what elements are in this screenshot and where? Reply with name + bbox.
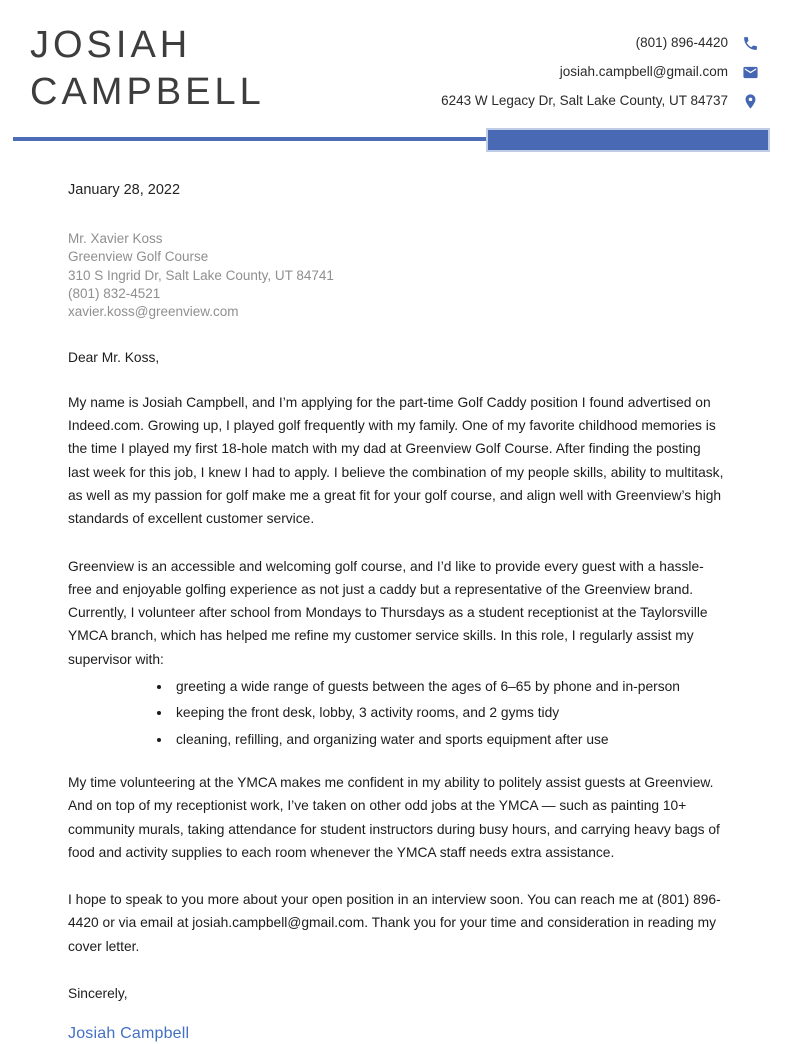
contact-email-row [560,63,759,81]
header-accent-bar [486,128,770,152]
recipient-name: Mr. Xavier Koss [68,231,163,246]
list-item: • greeting a wide range of guests between the ages of 6–65 by phone and in-person [172,675,724,698]
list-item: • keeping the front desk, lobby, 3 activity rooms, and 2 gyms tidy [172,701,724,724]
contact-email: josiah.campbell@gmail.com [559,64,728,79]
applicant-name [30,22,265,116]
recipient-phone: (801) 832-4521 [68,285,161,301]
phone-icon [741,34,759,52]
location-pin-icon [741,92,759,110]
salutation: Dear Mr. Koss, [68,350,160,366]
recipient-address: 310 S Ingrid Dr, Salt Lake County, UT 84741 [68,267,334,283]
applicant-first-name: JOSIAH [30,24,192,66]
header-divider-line [13,137,493,141]
paragraph-closing: I hope to speak to you more about your open position in an interview soon. You can reach me at (801) 896-4420 or via email at josiah.campbell@gmail.com. Thank you for your time and consideration in reading my cover letter. [68,892,721,954]
contact-address-row [441,92,759,110]
recipient-email: xavier.koss@greenview.com [68,304,239,320]
letter-body [68,181,724,1044]
contact-phone-row [636,34,759,52]
list-item: • cleaning, refilling, and organizing water and sports equipment after use [172,728,724,751]
paragraph-skills: My time volunteering at the YMCA makes me confident in my ability to politely assist guests at Greenview. And on top of my receptionist work, I’ve taken on other odd jobs at the YMCA — such as painting 10+ community murals, taking attendance for student instructors during busy hours, and carrying heavy bags of food and activity supplies to each room whenever the YMCA staff needs extra assistance. [68,774,720,860]
contact-address: 6243 W Legacy Dr, Salt Lake County, UT 84737 [441,93,728,108]
contact-phone: (801) 896-4420 [635,35,728,50]
recipient-block [68,230,724,321]
contact-info [441,34,759,110]
recipient-company: Greenview Golf Course [68,249,209,265]
paragraph-experience: Greenview is an accessible and welcoming golf course, and I’d like to provide every guest with a hassle-free and enjoyable golfing experience as not just a caddy but a representative of the Greenview brand. Currently, I volunteer after school from Mondays to Thursdays as a student receptionist at the Taylorsville YMCA branch, which has helped me refine my customer service skills. In this role, I regularly assist my supervisor with: [68,558,708,667]
applicant-last-name: CAMPBELL [30,71,265,113]
signature: Josiah Campbell [68,1025,190,1043]
closing-salutation: Sincerely, [68,986,128,1002]
letter-date: January 28, 2022 [68,182,181,198]
envelope-icon [741,63,759,81]
paragraph-intro: My name is Josiah Campbell, and I’m applying for the part-time Golf Caddy position I found advertised on Indeed.com. Growing up, I played golf frequently with my family. One of my favorite childhood memories is the time I played my first 18-hole match with my dad at Greenview Golf Course. After finding the posting last week for this job, I knew I had to apply. I believe the combination of my people skills, ability to multitask, as well as my passion for golf make me a great fit for your golf course, and align well with Greenview’s high standards of excellent customer service. [68,394,724,527]
duties-list [68,675,724,751]
